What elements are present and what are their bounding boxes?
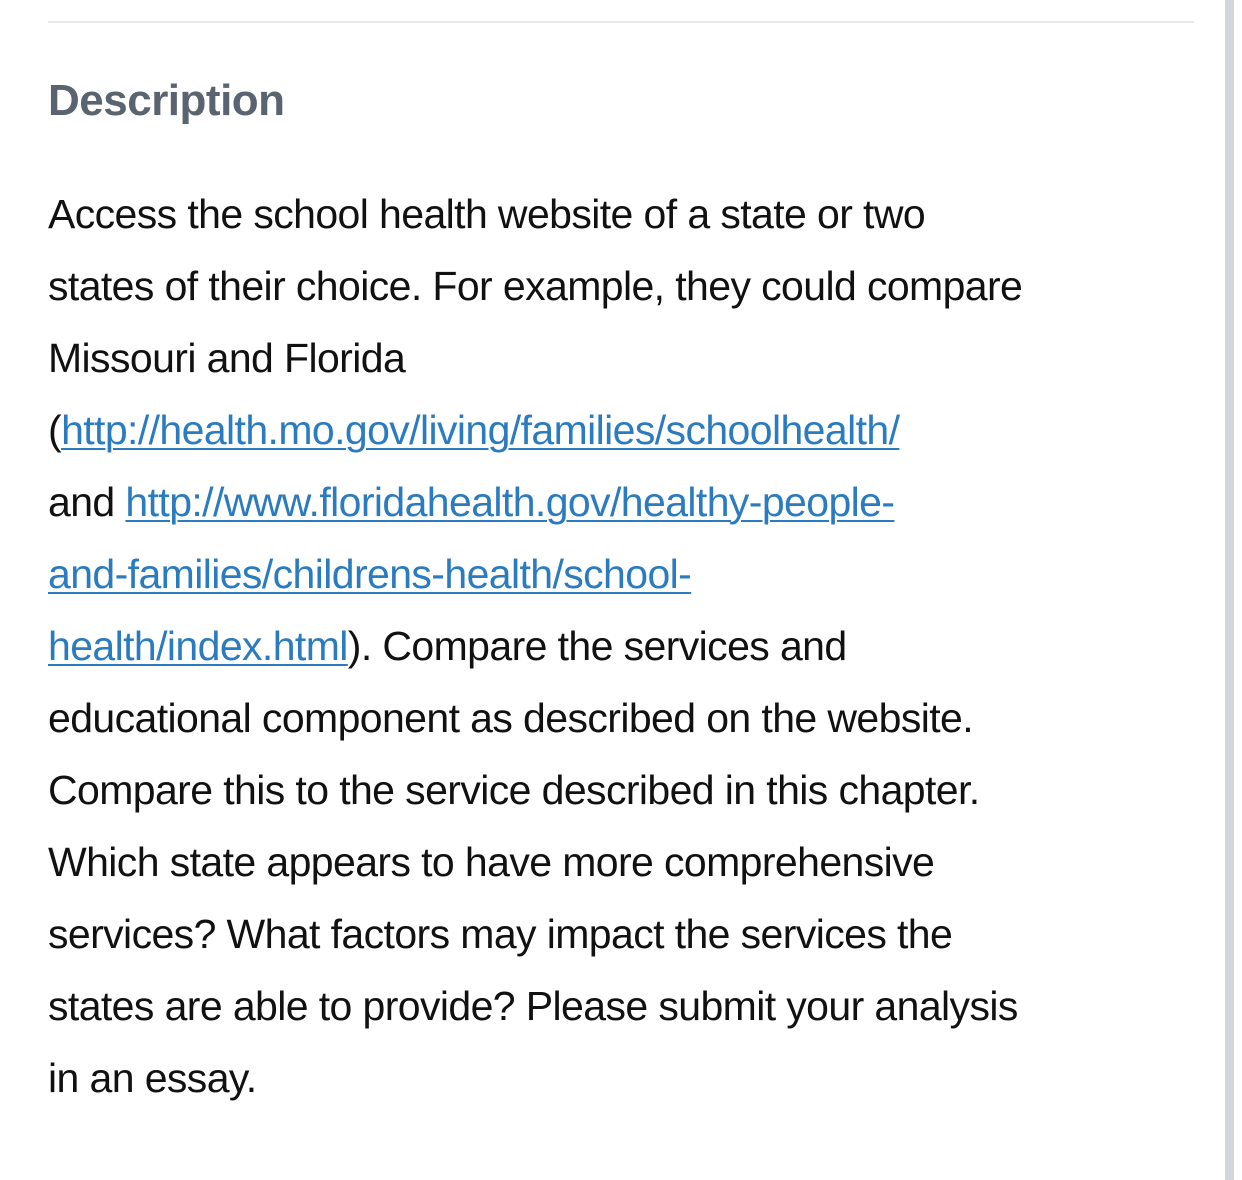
and-connector: and [48,479,126,525]
open-paren: ( [48,407,62,453]
description-line: Access the school health website of a state or two [48,191,926,237]
description-line: Compare this to the service described in this chapter. [48,767,980,813]
description-line: states are able to provide? Please submit your analysis [48,983,1018,1029]
description-line: in an essay. [48,1055,257,1101]
description-line: ). Compare the services and [347,623,847,669]
missouri-school-health-link[interactable]: http://health.mo.gov/living/families/schoolhealth/ [61,407,900,453]
description-text [48,178,1198,1114]
top-divider [48,21,1194,23]
description-line: states of their choice. For example, they could compare [48,263,1023,309]
description-line: services? What factors may impact the services the [48,911,953,957]
description-heading: Description [48,76,285,125]
florida-link-part: and-families/childrens-health/school- [48,551,692,597]
florida-link-part: http://www.floridahealth.gov/healthy-people- [125,479,895,525]
florida-link-part: health/index.html [48,623,348,669]
description-line: Missouri and Florida [48,335,406,381]
scrollbar[interactable] [1225,0,1234,1180]
description-line: Which state appears to have more comprehensive [48,839,935,885]
description-line: educational component as described on the website. [48,695,974,741]
